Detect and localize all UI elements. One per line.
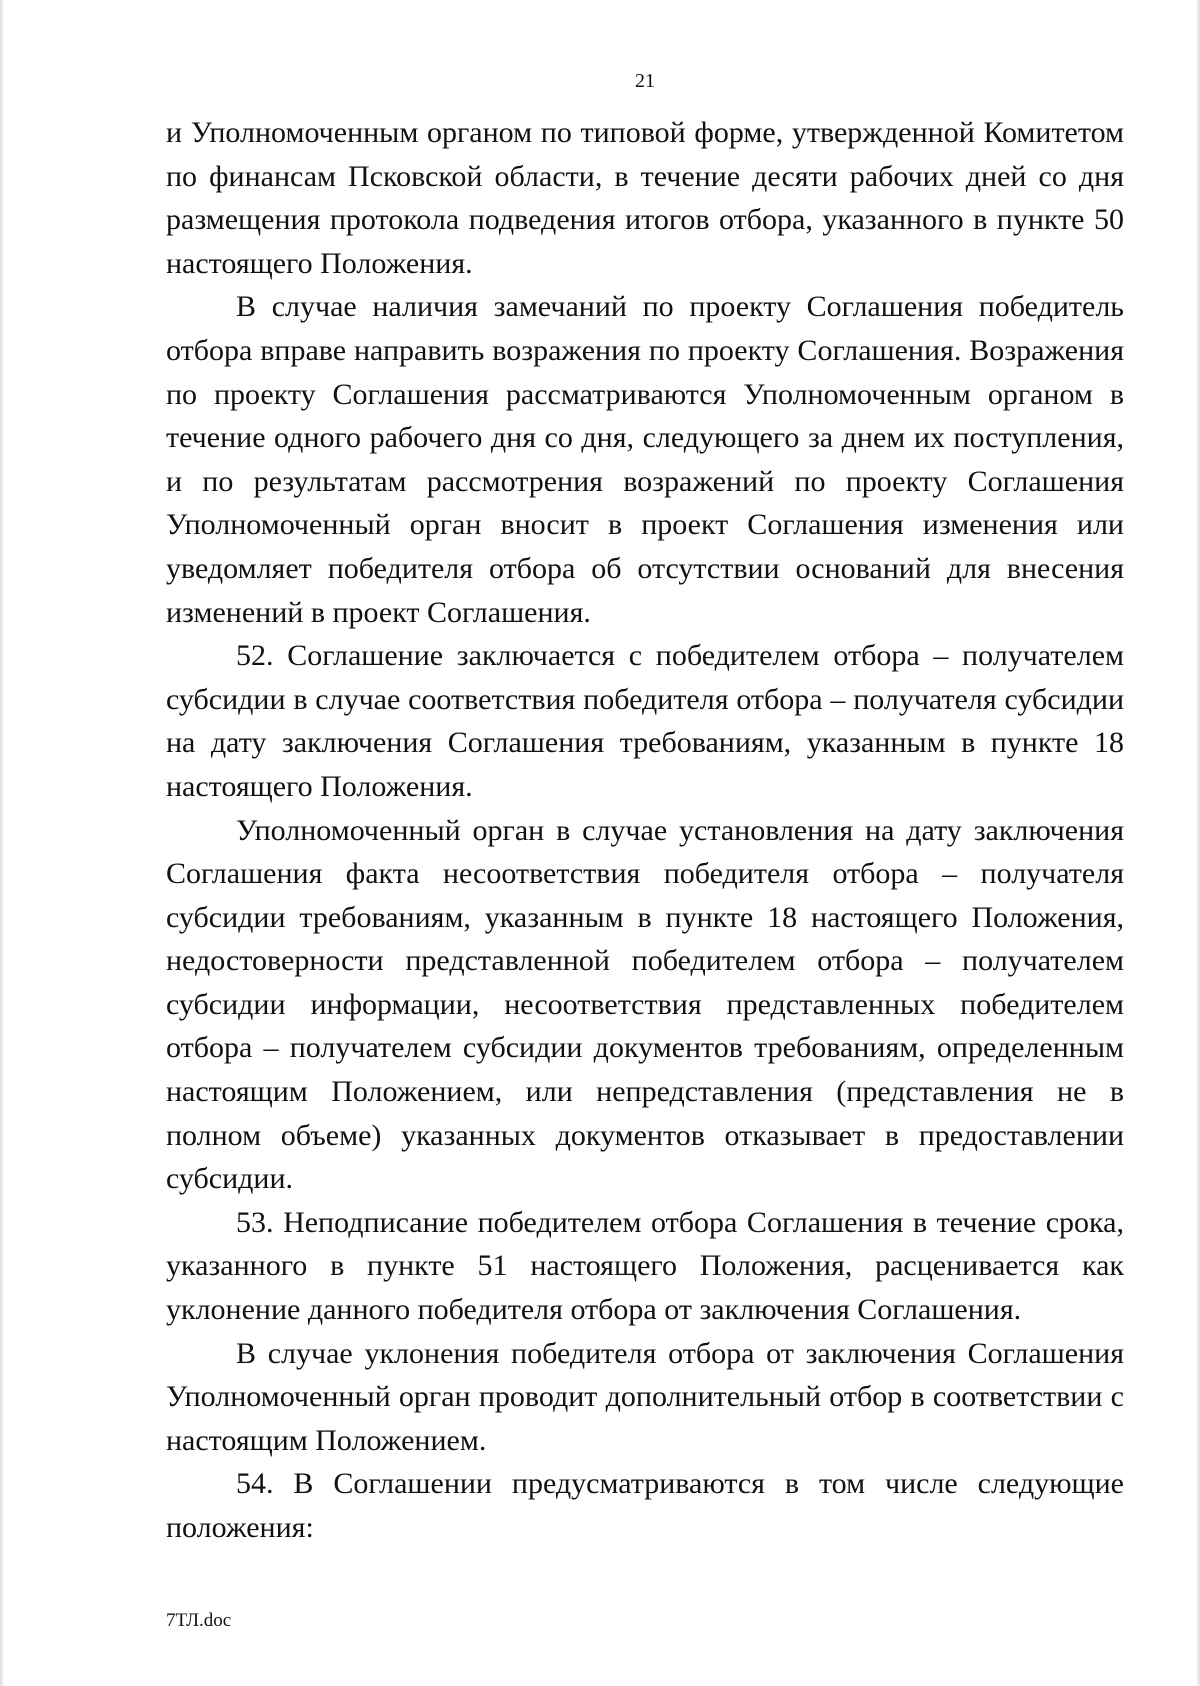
paragraph-continuation: и Уполномоченным органом по типовой форме, утвержденной Комитетом по финансам Псковской области, в течение десяти рабочих дней со дня размещения протокола подведения итогов отбора, указанного в пункте 50 настоящего Положения.	[166, 116, 1124, 280]
scan-edge-left	[0, 0, 4, 1686]
paragraph-objections: В случае наличия замечаний по проекту Соглашения победитель отбора вправе направить возражения по проекту Соглашения. Возражения по проекту Соглашения рассматриваются Уполномоченным органом в течение одного рабочего дня со дня, следующего за днем их поступления, и по результатам рассмотрения возражений по проекту Соглашения Уполномоченный орган вносит в проект Соглашения изменения или уведомляет победителя отбора об отсутствии оснований для внесения изменений в проект Соглашения.	[166, 290, 1124, 629]
scan-edge-right	[1196, 0, 1200, 1686]
paragraph-clause-54: 54. В Соглашении предусматриваются в том числе следующие положения:	[166, 1467, 1124, 1544]
document-body	[166, 111, 1124, 1550]
paragraph-additional-selection: В случае уклонения победителя отбора от заключения Соглашения Уполномоченный орган проводит дополнительный отбор в соответствии с настоящим Положением.	[166, 1336, 1124, 1457]
paragraph-refusal: Уполномоченный орган в случае установления на дату заключения Соглашения факта несоответствия победителя отбора – получателя субсидии требованиям, указанным в пункте 18 настоящего Положения, недостоверности представленной победителем отбора – получателем субсидии информации, несоответствия представленных победителем отбора – получателем субсидии документов требованиям, определенным настоящим Положением, или непредставления (представления не в полном объеме) указанных документов отказывает в предоставлении субсидии.	[166, 813, 1124, 1196]
footer-file-code: 7ТЛ.doc	[166, 1610, 232, 1631]
paragraph-clause-52: 52. Соглашение заключается с победителем отбора – получателем субсидии в случае соответствия победителя отбора – получателя субсидии на дату заключения Соглашения требованиям, указанным в пункте 18 настоящего Положения.	[166, 639, 1124, 803]
page-number: 21	[635, 70, 655, 92]
paragraph-clause-53: 53. Неподписание победителем отбора Соглашения в течение срока, указанного в пункте 51 настоящего Положения, расценивается как уклонение данного победителя отбора от заключения Соглашения.	[166, 1205, 1124, 1327]
